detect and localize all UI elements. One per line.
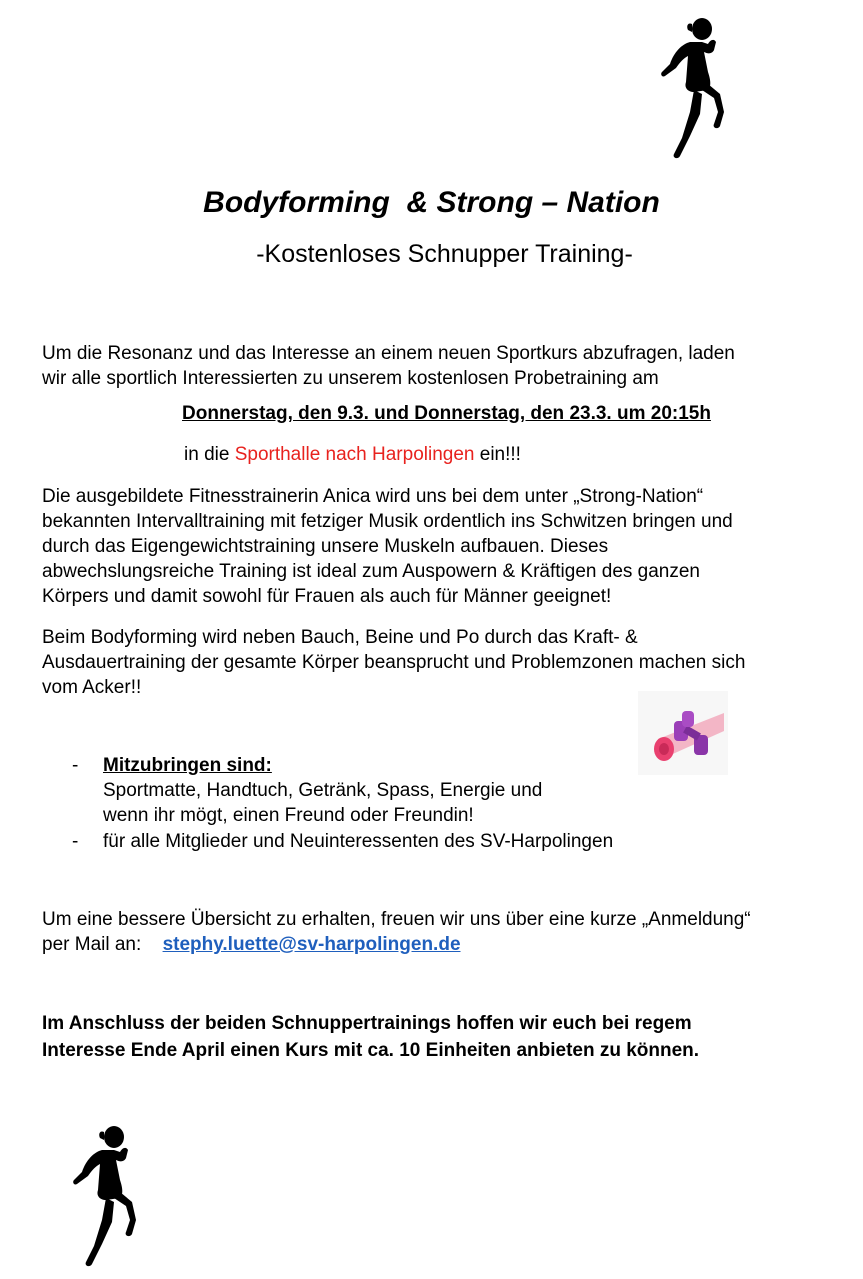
bodyforming-line: vom Acker!! xyxy=(42,677,142,698)
description-line: abwechslungsreiche Training ist ideal zum Auspowern & Kräftigen des ganzen xyxy=(42,561,700,582)
yoga-mat-and-dumbbells-image xyxy=(638,691,728,775)
venue-prefix: in die xyxy=(184,444,235,465)
description-line: Die ausgebildete Fitnesstrainerin Anica wird uns bei dem unter „Strong-Nation“ xyxy=(42,486,704,507)
members-list-item: für alle Mitglieder und Neuinteressenten des SV-Harpolingen xyxy=(103,831,614,852)
bring-line: Sportmatte, Handtuch, Getränk, Spass, Energie und xyxy=(103,780,543,801)
registration-paragraph xyxy=(42,907,751,957)
closing-line: Im Anschluss der beiden Schnuppertrainings hoffen wir euch bei regem xyxy=(42,1013,692,1034)
runner-silhouette-icon xyxy=(64,1120,136,1268)
registration-mail-line xyxy=(42,932,751,957)
registration-line: Um eine bessere Übersicht zu erhalten, freuen wir uns über eine kurze „Anmeldung“ xyxy=(42,909,751,930)
bring-line: wenn ihr mögt, einen Freund oder Freundin! xyxy=(103,805,474,826)
description-paragraph xyxy=(42,484,733,609)
bring-list-item xyxy=(103,753,542,828)
email-link[interactable]: stephy.luette@sv-harpolingen.de xyxy=(162,934,461,955)
page-title: Bodyforming & Strong – Nation xyxy=(203,186,660,219)
venue-suffix: ein!!! xyxy=(474,444,521,465)
closing-line: Interesse Ende April einen Kurs mit ca. 10 Einheiten anbieten zu können. xyxy=(42,1040,700,1061)
description-line: Körpers und damit sowohl für Frauen als auch für Männer geeignet! xyxy=(42,586,612,607)
bodyforming-line: Beim Bodyforming wird neben Bauch, Beine und Po durch das Kraft- & xyxy=(42,627,638,648)
venue-location: Sporthalle nach Harpolingen xyxy=(234,444,475,465)
registration-prefix: per Mail an: xyxy=(42,934,142,955)
bodyforming-paragraph xyxy=(42,625,745,700)
intro-line: wir alle sportlich Interessierten zu unserem kostenlosen Probetraining am xyxy=(42,368,659,389)
bullet-dash: - xyxy=(72,831,79,852)
description-line: durch das Eigengewichtstraining unsere Muskeln aufbauen. Dieses xyxy=(42,536,609,557)
intro-paragraph xyxy=(42,341,735,391)
description-line: bekannten Intervalltraining mit fetziger Musik ordentlich ins Schwitzen bringen und xyxy=(42,511,733,532)
runner-silhouette-icon xyxy=(652,12,724,160)
bring-heading: Mitzubringen sind: xyxy=(103,755,272,776)
intro-line: Um die Resonanz und das Interesse an einem neuen Sportkurs abzufragen, laden xyxy=(42,343,735,364)
closing-paragraph xyxy=(42,1010,699,1064)
venue-line xyxy=(184,444,521,466)
training-dates: Donnerstag, den 9.3. und Donnerstag, den 23.3. um 20:15h xyxy=(182,403,711,424)
bullet-dash: - xyxy=(72,755,79,776)
page-subtitle: -Kostenloses Schnupper Training- xyxy=(256,240,633,268)
bodyforming-line: Ausdauertraining der gesamte Körper beansprucht und Problemzonen machen sich xyxy=(42,652,746,673)
